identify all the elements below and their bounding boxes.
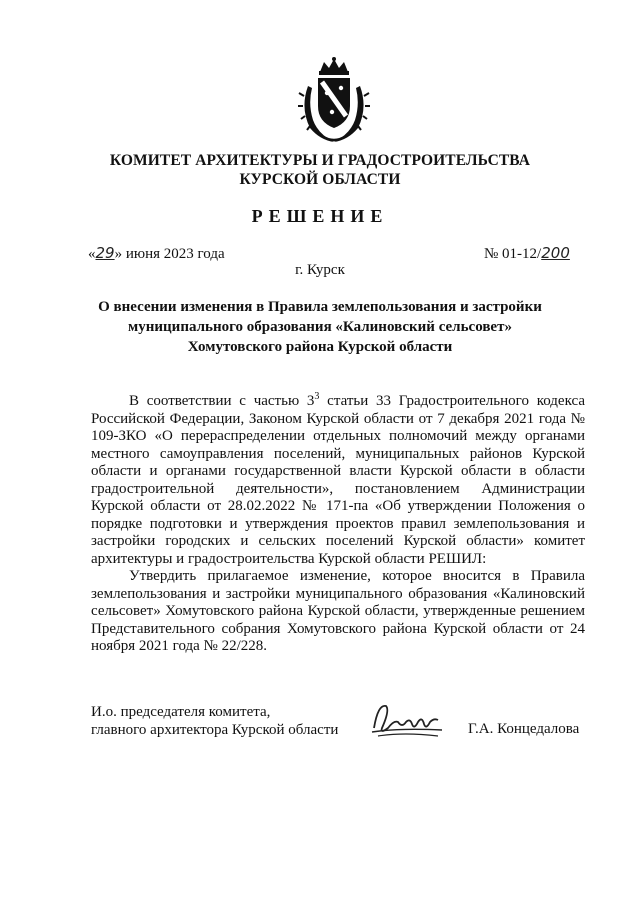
organization-name-line-2: КУРСКОЙ ОБЛАСТИ [239,171,401,188]
subject-line-3: Хомутовского района Курской области [187,339,453,355]
document-date [88,244,225,263]
date-day-handwritten: 29 [95,244,115,262]
organization-name-line-1: КОМИТЕТ АРХИТЕКТУРЫ И ГРАДОСТРОИТЕЛЬСТВА [109,152,531,169]
body-paragraph-2: Утвердить прилагаемое изменение, которое вносится в Правила землепользования и застройки муниципального образования «Калиновский сельсовет» Хомутовского района Курской области, утвержденные решением Представительного собрания Хомутовского района Курской области от 24 ноября 2021 года № 22/228. [91,568,585,654]
date-close-quote: » [114,246,123,262]
date-month-year: июня 2023 года [122,246,225,262]
document-city: г. Курск [295,262,345,278]
position-line-1: И.о. председателя комитета, [91,704,271,720]
paragraph-1-start: В соответствии с частью 3 [129,393,315,409]
number-handwritten: 200 [541,244,570,262]
paragraph-1-rest: статьи 33 Градостроительного кодекса Российской Федерации, Законом Курской области от 7 декабря 2021 года № 109-ЗКО «О перераспределении отдельных полномочий между органами местного самоуправления поселений, муниципальных районов Курской области и органами государственной власти Курской области в области градостроительной деятельности», постановлением Администрации Курской области от 28.02.2022 № 171-па «Об утверждении Положения о порядке подготовки и утверждения проектов правил землепользования и застройки городских и сельских поселений Курской области» комитет архитектуры и градостроительства Курской области РЕШИЛ: [91,393,585,567]
subject-line-1: О внесении изменения в Правила землепользования и застройки [98,299,542,315]
number-prefix: № 01-12/ [484,246,542,262]
date-open-quote: « [88,246,96,262]
signatory-position [91,703,338,739]
position-line-2: главного архитектора Курской области [91,722,339,738]
signatory-name: Г.А. Концедалова [468,721,580,737]
document-type-title: РЕШЕНИЕ [251,206,389,226]
handwritten-signature [368,698,446,742]
document-number [484,244,570,263]
body-paragraph-1 [91,388,585,568]
paragraph-1-superscript: 3 [314,391,320,402]
coat-of-arms-emblem [296,56,372,144]
subject-line-2: муниципального образования «Калиновский сельсовет» [128,319,512,335]
document-subject [90,297,550,357]
document-body [91,388,585,656]
